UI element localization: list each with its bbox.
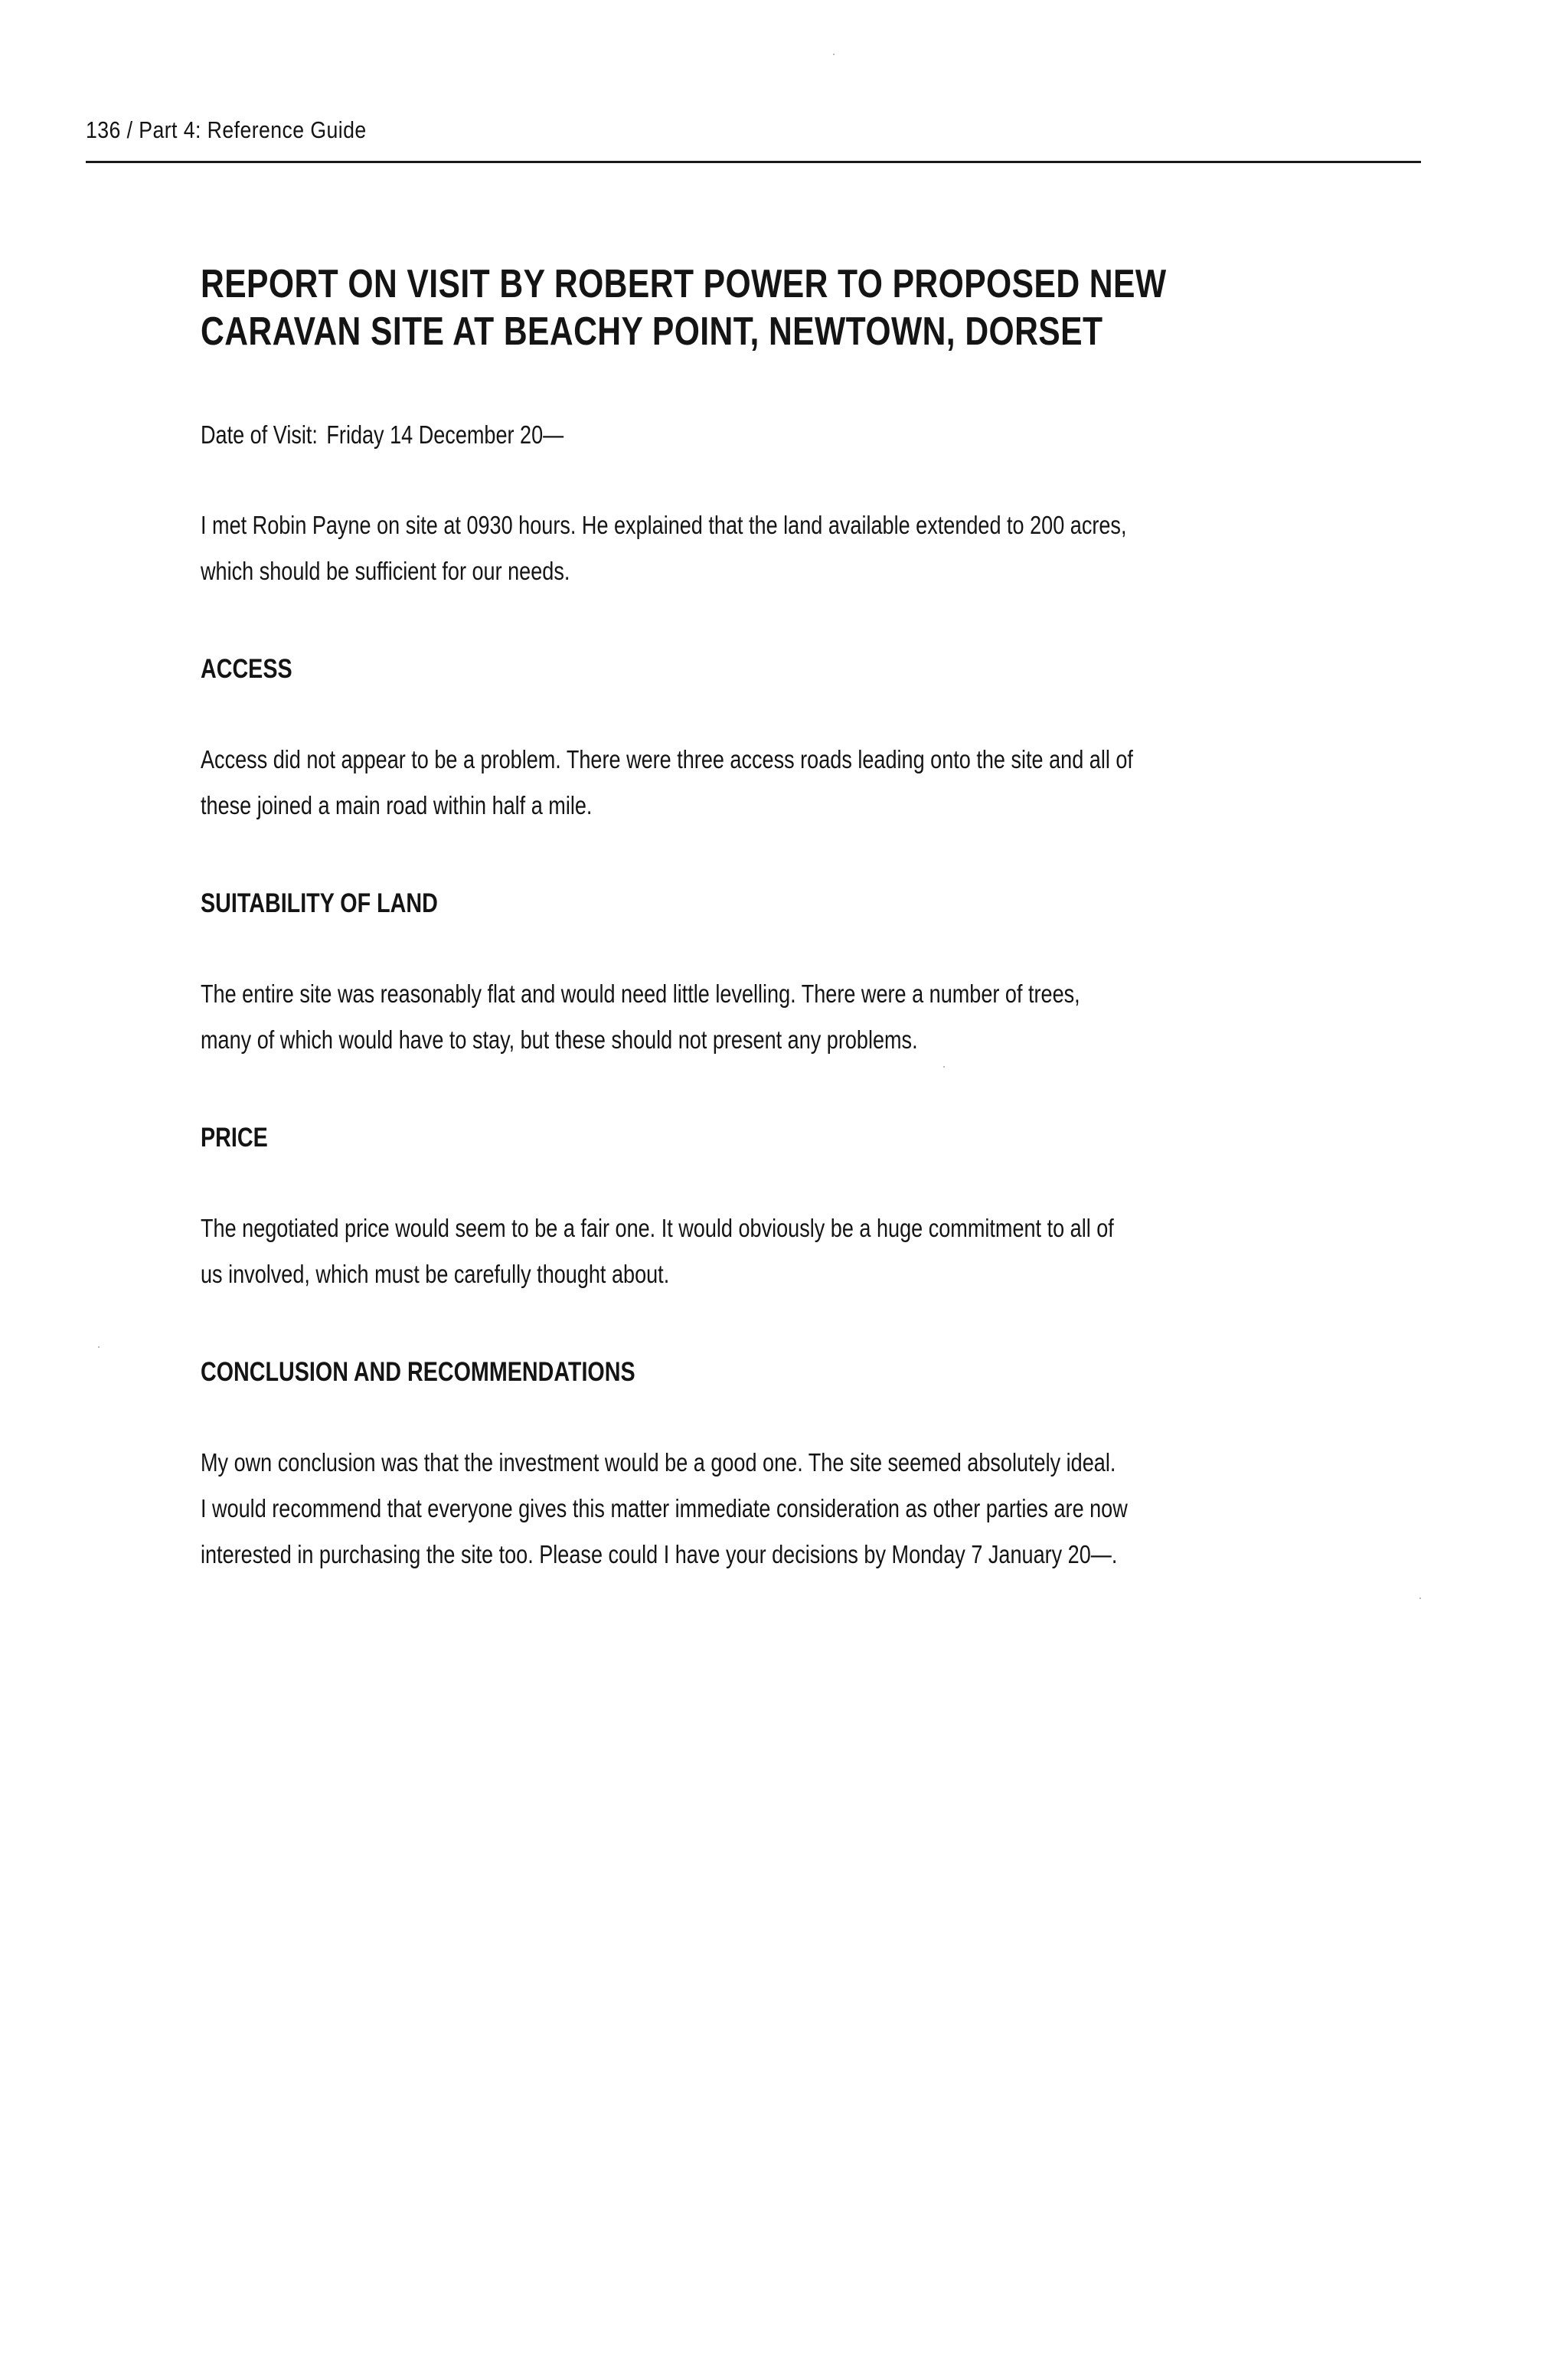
price-line-2: us involved, which must be carefully thought about. xyxy=(201,1260,670,1288)
report-title xyxy=(201,260,1425,355)
section-paragraph-access xyxy=(201,737,1425,829)
report-body xyxy=(201,260,1426,1578)
conclusion-line-2: I would recommend that everyone gives this matter immediate consideration as other parties are now xyxy=(201,1494,1128,1522)
price-line-1: The negotiated price would seem to be a fair one. It would obviously be a huge commitment to all of xyxy=(201,1214,1114,1242)
access-line-1: Access did not appear to be a problem. There were three access roads leading onto the site and all of xyxy=(201,745,1133,773)
scan-speck xyxy=(833,54,835,55)
scan-speck xyxy=(98,1346,100,1348)
report-text-block xyxy=(201,260,1425,1578)
intro-paragraph xyxy=(201,502,1425,594)
visit-date-value: Friday 14 December 20— xyxy=(326,420,564,449)
section-heading-access: ACCESS xyxy=(201,654,292,684)
conclusion-line-3: interested in purchasing the site too. Please could I have your decisions by Monday 7 January 20—. xyxy=(201,1540,1118,1568)
intro-line-1: I met Robin Payne on site at 0930 hours. He explained that the land available extended to 200 acres, xyxy=(201,511,1127,539)
report-title-line-1: REPORT ON VISIT BY ROBERT POWER TO PROPOSED NEW xyxy=(201,262,1167,306)
running-header: 136 / Part 4: Reference Guide xyxy=(86,116,367,143)
section-heading-suitability: SUITABILITY OF LAND xyxy=(201,888,438,918)
section-paragraph-price xyxy=(201,1205,1425,1297)
scan-speck xyxy=(1419,1598,1421,1599)
visit-date xyxy=(201,418,1425,452)
report-title-line-2: CARAVAN SITE AT BEACHY POINT, NEWTOWN, DORSET xyxy=(201,309,1103,354)
section-paragraph-conclusion xyxy=(201,1440,1425,1578)
conclusion-line-1: My own conclusion was that the investment would be a good one. The site seemed absolutely ideal. xyxy=(201,1448,1116,1477)
section-heading-price: PRICE xyxy=(201,1123,268,1153)
suitability-line-1: The entire site was reasonably flat and would need little levelling. There were a number of trees, xyxy=(201,979,1080,1008)
section-heading-conclusion: CONCLUSION AND RECOMMENDATIONS xyxy=(201,1357,635,1387)
section-paragraph-suitability xyxy=(201,971,1425,1063)
intro-line-2: which should be sufficient for our needs. xyxy=(201,557,570,585)
access-line-2: these joined a main road within half a mile. xyxy=(201,791,593,819)
scan-speck xyxy=(943,1066,945,1068)
visit-date-label: Date of Visit: xyxy=(201,420,318,449)
suitability-line-2: many of which would have to stay, but these should not present any problems. xyxy=(201,1025,918,1054)
header-rule xyxy=(86,161,1421,163)
